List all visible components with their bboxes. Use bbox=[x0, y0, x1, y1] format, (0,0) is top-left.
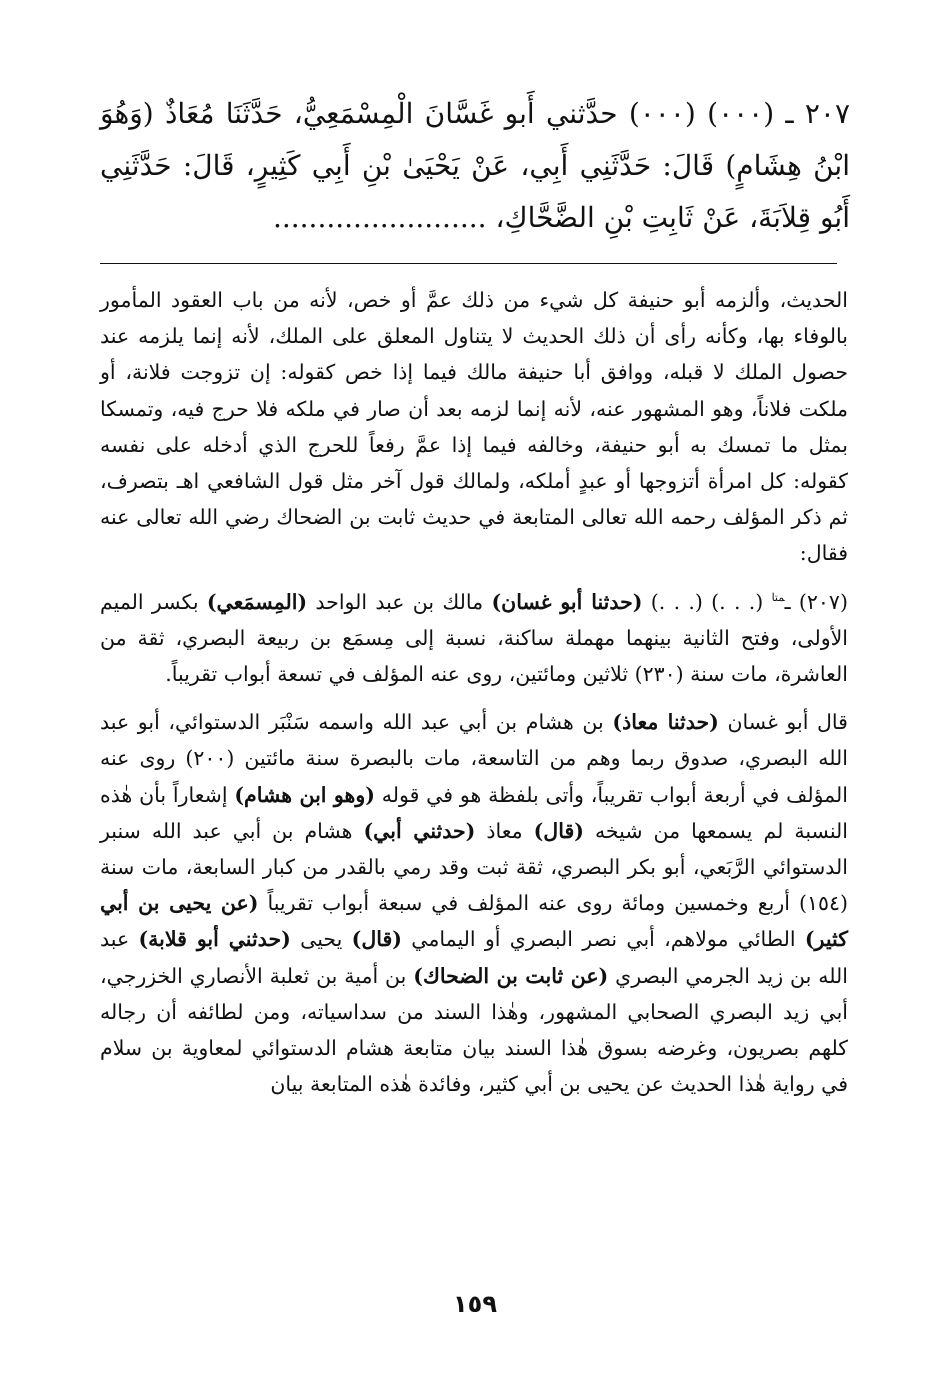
hadith-ref-number: (٢٠٧) ـ bbox=[784, 589, 848, 614]
text-span: الطائي مولاهم، أبي نصر البصري أو اليمامي bbox=[411, 927, 796, 952]
separator-line bbox=[100, 263, 837, 264]
text-span: معاذ bbox=[486, 818, 523, 843]
quoted-narrator: (حدثنا أبو غسان) bbox=[491, 589, 643, 614]
text-span: قال أبو غسان bbox=[727, 710, 848, 735]
text-span: مالك بن عبد الواحد bbox=[315, 589, 484, 614]
quoted-narrator: (عن ثابت بن الضحاك) bbox=[413, 963, 609, 988]
hadith-body: (٠٠٠) حدَّثني أَبو غَسَّانَ الْمِسْمَعِيُّ، حَدَّثَنَا مُعَاذٌ (وَهُوَ ابْنُ هِشَامٍ) قَالَ: حَدَّثَنِي أَبِي، عَنْ يَحْيَىٰ بْنِ أَبِي كَثِيرٍ، قَالَ: حَدَّثَنِي أَبُو قِلاَبَةَ، عَنْ ثَابِتِ بْنِ الضَّحَّاكِ، ........................ bbox=[100, 97, 850, 234]
page-number: ١٥٩ bbox=[453, 1290, 497, 1318]
commentary-paragraph-2 bbox=[100, 584, 848, 693]
quoted-narrator: (المِسمَعي) bbox=[206, 589, 308, 614]
text-span: عبد الله بن زيد الجرمي البصري bbox=[100, 927, 848, 988]
quoted-narrator: (وهو ابن هشام) bbox=[234, 782, 375, 807]
text-span: هشام بن أبي عبد الله سنبر الدستوائي الرَّبَعي، أبو بكر البصري، ثقة ثبت وقد رمي بالقدر من كبار السابعة، مات سنة (١٥٤) أربع وخمسين ومائة روى عنه المؤلف في سبعة أبواب تقريباً bbox=[100, 818, 848, 916]
quoted-narrator: (قال) bbox=[533, 818, 584, 843]
text-span: (. . .) (. . .) bbox=[650, 589, 764, 614]
quoted-narrator: (حدثني أبي) bbox=[363, 818, 476, 843]
text-span: إشعاراً بأن هٰذه النسبة لم يسمعها من شيخه bbox=[100, 782, 848, 843]
quoted-narrator: (قال) bbox=[351, 927, 402, 952]
quoted-narrator: (حدثنا معاذ) bbox=[612, 710, 719, 735]
commentary-paragraph-1: الحديث، وألزمه أبو حنيفة كل شيء من ذلك عمَّ أو خص، لأنه من باب العقود المأمور بالوفاء بها، وكأنه رأى أن ذلك الحديث لا يتناول المعلق على الملك، لأنه إنما يلزمه عند حصول الملك لا قبله، ووافق أبا حنيفة مالك فيما إذا خص كقوله: إن تزوجت فلانة، أو ملكت فلاناً، وهو المشهور عنه، لأنه إنما لزمه بعد أن صار في ملكه فلا حرج فيه، وتمسكا بمثل ما تمسك به أبو حنيفة، وخالفه فيما إذا عمَّ رفعاً للحرج الذي أدخله على نفسه كقوله: كل امرأة أتزوجها أو عبدٍ أملكه، ولمالك قول آخر مثل قول الشافعي اهـ بتصرف، ثم ذكر المؤلف رحمه الله تعالى المتابعة في حديث ثابت بن الضحاك رضي الله تعالى عنه فقال: bbox=[100, 288, 848, 566]
hadith-text-block bbox=[100, 88, 850, 244]
commentary-block bbox=[100, 282, 848, 1102]
text-span: بن هشام بن أبي عبد الله واسمه سَنْبَر الدستوائي، أبو عبد الله البصري، صدوق ربما وهم من التاسعة، مات بالبصرة سنة مائتين (٢٠٠) روى عنه المؤلف في أربعة أبواب تقريباً، وأتى بلفظة هو في قوله bbox=[100, 710, 848, 807]
quoted-narrator: (عن يحيى بن أبي كثير) bbox=[100, 891, 848, 952]
commentary-paragraph-3 bbox=[100, 704, 848, 1102]
mutaba-marker: متا bbox=[771, 590, 785, 604]
hadith-number: ٢٠٧ ـ (٠٠٠) bbox=[707, 97, 851, 130]
text-span: يحيى bbox=[300, 927, 343, 952]
text-span: بكسر الميم الأولى، وفتح الثانية بينهما مهملة ساكنة، نسبة إلى مِسمَع بن ربيعة البصري، ثقة من العاشرة، مات سنة (٢٣٠) ثلاثين ومائتين، روى عنه المؤلف في تسعة أبواب تقريباً. bbox=[100, 589, 848, 687]
text-span: بن أمية بن ثعلبة الأنصاري الخزرجي، أبي زيد البصري الصحابي المشهور، وهٰذا السند من سداسياته، ومن لطائفه أن رجاله كلهم بصريون، وغرضه بسوق هٰذا السند بيان متابعة هشام الدستوائي لمعاوية بن سلام في رواية هٰذا الحديث عن يحيى بن أبي كثير، وفائدة هٰذه المتابعة بيان bbox=[100, 963, 848, 1097]
hadith-paragraph bbox=[100, 88, 850, 244]
quoted-narrator: (حدثني أبو قلابة) bbox=[138, 927, 291, 952]
